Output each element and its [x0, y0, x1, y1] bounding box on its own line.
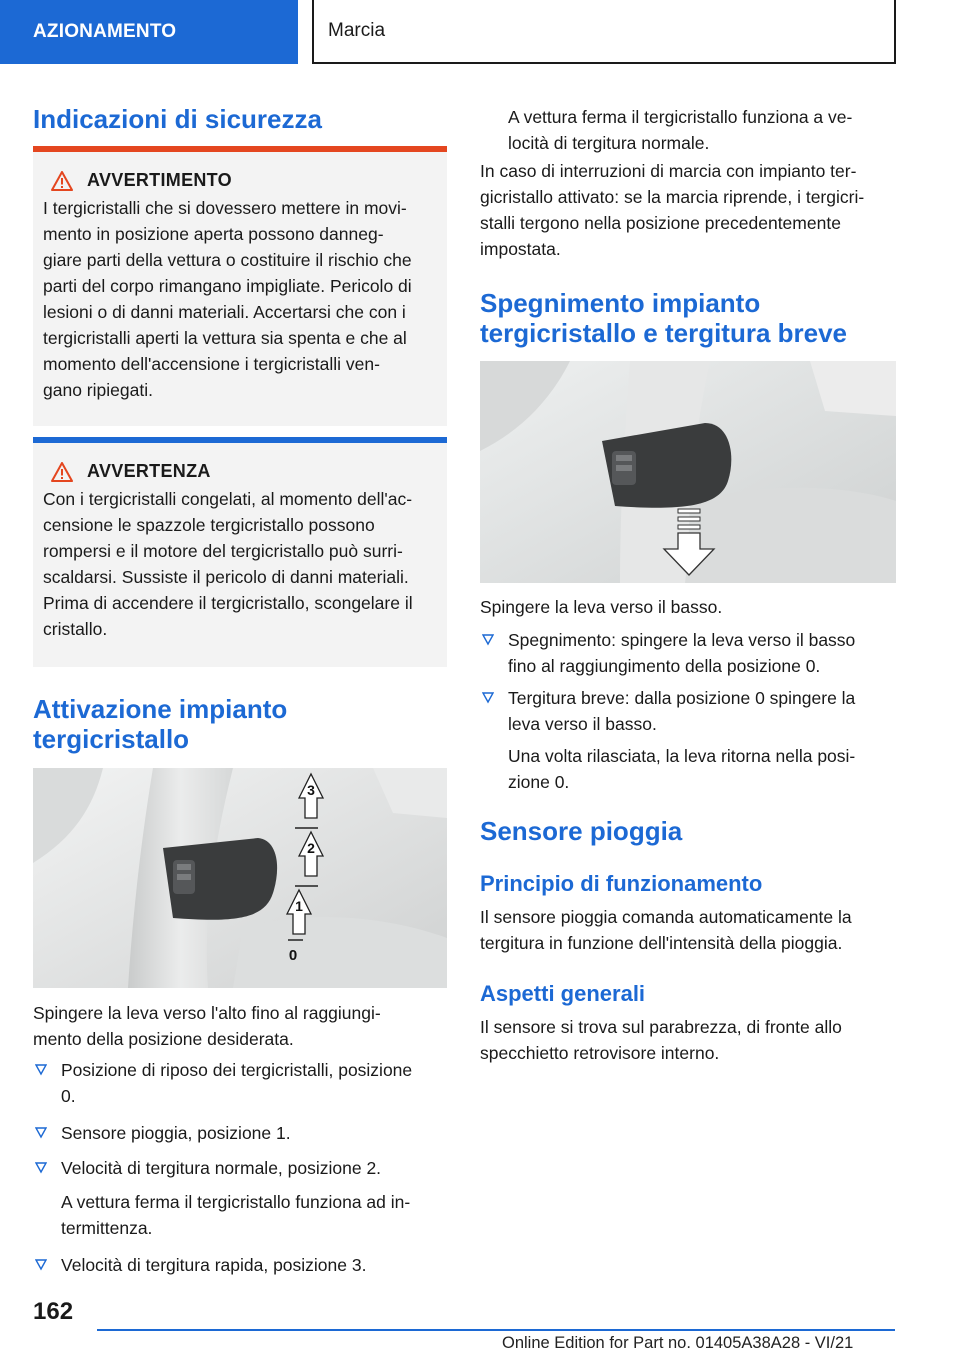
sub-note-line: zione 0. [508, 772, 570, 792]
list-item-text: Tergitura breve: dalla posizione 0 spingere la [508, 688, 856, 708]
list-item-text: leva verso il basso. [508, 714, 657, 734]
list-item-text: Velocità di tergitura rapida, posizione 3. [61, 1255, 367, 1275]
page-number: 162 [33, 1298, 74, 1325]
paragraph-line: gicristallo attivato: se la marcia riprende, i tergicri- [480, 187, 865, 207]
safety-heading: Indicazioni di sicurezza [33, 104, 322, 134]
notice-title: AVVERTENZA [87, 461, 211, 481]
continued-note [508, 104, 852, 156]
section-label: AZIONAMENTO [33, 21, 177, 42]
notice-text [43, 486, 437, 642]
list-item-text: 0. [61, 1086, 76, 1106]
notice-title-row [43, 461, 437, 482]
notice-line: rompersi e il motore del tergicristallo può surri- [43, 541, 403, 561]
list-item-text: fino al raggiungimento della posizione 0. [508, 656, 821, 676]
paragraph-line: In caso di interruzioni di marcia con impianto ter- [480, 161, 857, 181]
notice-line: scaldarsi. Sussiste il pericolo di danni materiali. [43, 567, 409, 587]
intro-line1: Spingere la leva verso l'alto fino al raggiungi- [33, 1003, 381, 1023]
notice-line: Con i tergicristalli congelati, al momento dell'ac- [43, 489, 413, 509]
list-item [33, 1057, 447, 1109]
notice-box [33, 437, 447, 667]
intro-line2: mento della posizione desiderata. [33, 1029, 294, 1049]
warning-line: tergicristalli aperti la vettura sia spenta e che al [43, 328, 407, 348]
figure-label-2: 2 [307, 840, 315, 856]
general-heading: Aspetti generali [480, 981, 646, 1006]
wiper-lever-down-illustration [480, 361, 896, 583]
bullet-triangle-icon [482, 692, 494, 704]
list-item-text: Spegnimento: spingere la leva verso il basso [508, 630, 856, 650]
chapter-label: Marcia [328, 20, 386, 41]
list-item-text: Sensore pioggia, posizione 1. [61, 1123, 291, 1143]
interruption-paragraph [480, 158, 864, 262]
section-tab [0, 0, 298, 64]
list-item [33, 1252, 447, 1278]
general-line2: specchietto retrovisore interno. [480, 1043, 720, 1063]
bullet-triangle-icon [482, 634, 494, 646]
warning-line: mento in posizione aperta possono danneg- [43, 224, 384, 244]
notice-line: cristallo. [43, 619, 108, 639]
bullet-triangle-icon [35, 1127, 47, 1139]
warning-triangle-icon [51, 171, 73, 191]
list-item-text: Posizione di riposo dei tergicristalli, posizione [61, 1060, 413, 1080]
bullet-triangle-icon [35, 1162, 47, 1174]
off-heading-line1: Spegnimento impianto [480, 288, 761, 318]
bullet-triangle-icon [35, 1259, 47, 1271]
principle-line1: Il sensore pioggia comanda automaticamente la [480, 907, 852, 927]
rain-sensor-heading: Sensore pioggia [480, 816, 683, 846]
figure-label-3: 3 [307, 782, 315, 798]
list-item [480, 627, 896, 679]
wiper-lever-down-figure [480, 361, 896, 583]
list-item-text: Velocità di tergitura normale, posizione 2. [61, 1158, 382, 1178]
sub-note-line: termittenza. [61, 1218, 153, 1238]
sub-note [33, 1189, 447, 1241]
warning-line: I tergicristalli che si dovessero mettere in movi- [43, 198, 407, 218]
position-list [33, 1057, 447, 1278]
warning-box [33, 146, 447, 426]
edition-text: Online Edition for Part no. 01405A38A28 - VI/21 [502, 1334, 854, 1352]
warning-line: momento dell'accensione i tergicristalli ven- [43, 354, 380, 374]
list-item [33, 1155, 447, 1181]
warning-bar [33, 146, 447, 152]
continued-line: locità di tergitura normale. [508, 133, 710, 153]
off-list [480, 627, 896, 795]
list-item [480, 685, 896, 737]
warning-text [43, 195, 437, 403]
footer-rule [97, 1329, 895, 1331]
activation-heading-line1: Attivazione impianto [33, 694, 288, 724]
paragraph-line: impostata. [480, 239, 561, 259]
continued-line: A vettura ferma il tergicristallo funziona a ve- [508, 107, 853, 127]
sub-note-line: Una volta rilasciata, la leva ritorna nella posi- [508, 746, 856, 766]
wiper-lever-up-figure [33, 768, 447, 988]
principle-line2: tergitura in funzione dell'intensità della pioggia. [480, 933, 843, 953]
warning-line: gano ripiegati. [43, 380, 153, 400]
wiper-lever-up-illustration [33, 768, 447, 988]
figure-label-1: 1 [295, 898, 303, 914]
push-down-text: Spingere la leva verso il basso. [480, 597, 723, 617]
notice-line: censione le spazzole tergicristallo possono [43, 515, 375, 535]
sub-note [480, 743, 896, 795]
list-item [33, 1120, 447, 1146]
warning-line: lesioni o di danni materiali. Accertarsi che con i [43, 302, 406, 322]
chapter-tab [312, 0, 896, 64]
notice-bar [33, 437, 447, 443]
warning-line: giare parti della vettura o costituire il rischio che [43, 250, 412, 270]
bullet-triangle-icon [35, 1064, 47, 1076]
notice-line: Prima di accendere il tergicristallo, scongelare il [43, 593, 413, 613]
general-line1: Il sensore si trova sul parabrezza, di fronte allo [480, 1017, 842, 1037]
activation-heading-line2: tergicristallo [33, 724, 190, 754]
warning-title-row [43, 170, 437, 191]
sub-note-line: A vettura ferma il tergicristallo funziona ad in- [61, 1192, 411, 1212]
paragraph-line: stalli tergono nella posizione precedentemente [480, 213, 841, 233]
off-heading-line2: tergicristallo e tergitura breve [480, 318, 848, 348]
warning-line: parti del corpo rimangano impigliate. Pericolo di [43, 276, 412, 296]
figure-label-0: 0 [288, 947, 298, 964]
principle-heading: Principio di funzionamento [480, 871, 763, 896]
notice-triangle-icon [51, 462, 73, 482]
warning-title: AVVERTIMENTO [87, 170, 232, 190]
